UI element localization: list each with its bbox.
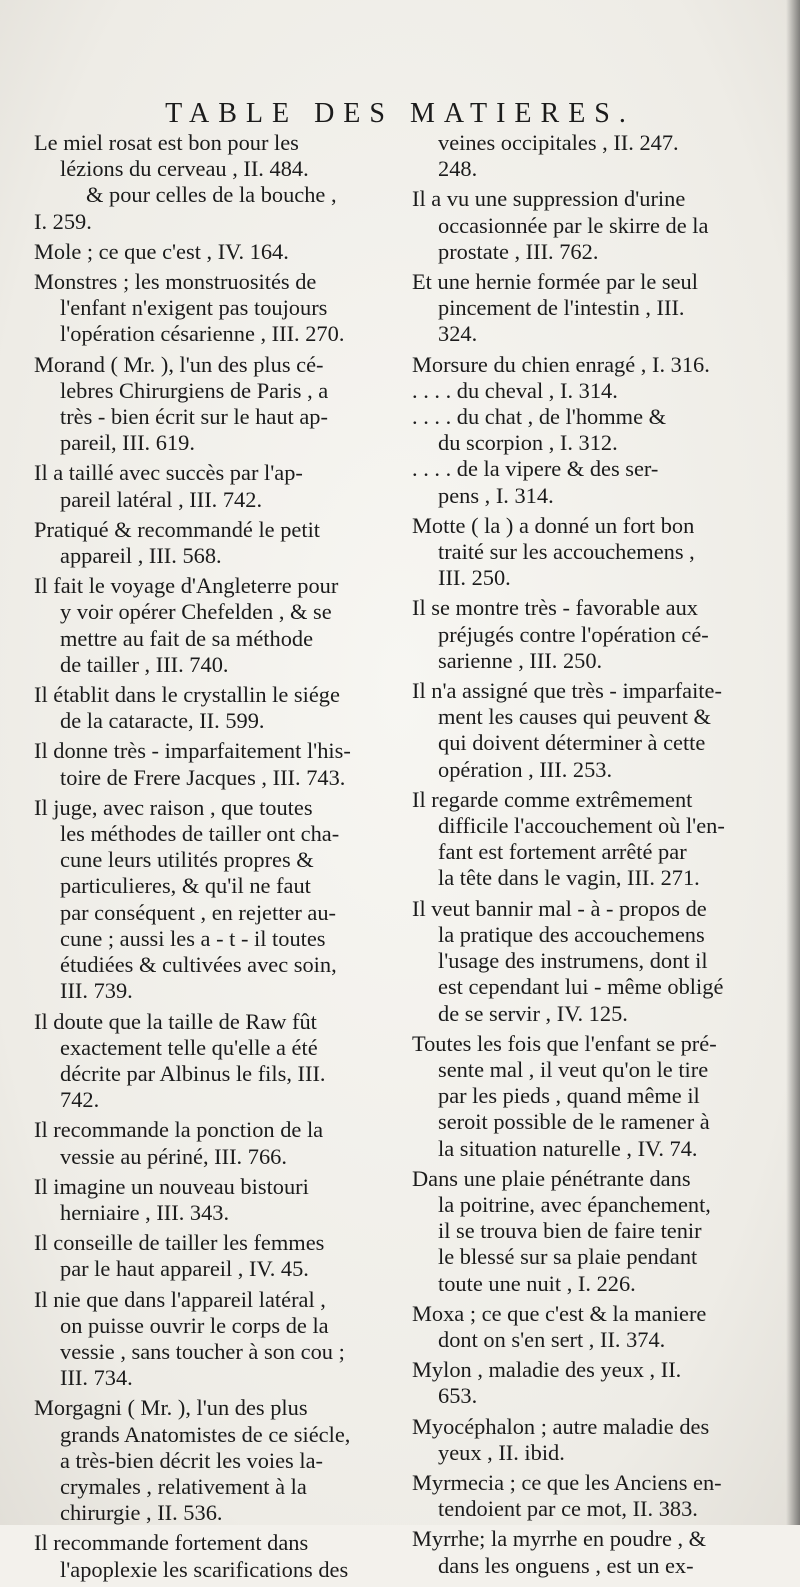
entry-line: par les pieds , quand même il [438, 1083, 700, 1109]
index-entry [34, 1287, 394, 1392]
entry-line: Et une hernie formée par le seul [412, 269, 698, 295]
entry-line: mettre au fait de sa méthode [60, 625, 314, 651]
index-entry [412, 352, 772, 509]
entry-line: I. 259. [34, 208, 92, 234]
index-entry [412, 513, 772, 592]
entry-line: & pour celles de la bouche , [86, 182, 337, 208]
entry-line: . . . . du chat , de l'homme & [412, 404, 667, 430]
entry-line: III. 739. [60, 978, 133, 1004]
index-entry [412, 269, 772, 348]
entry-line: la situation naturelle , IV. 74. [438, 1135, 698, 1161]
index-entry [412, 1414, 772, 1466]
entry-line: la poitrine, avec épanchement, [438, 1191, 711, 1217]
entry-line: tendoient par ce mot, II. 383. [438, 1496, 698, 1522]
index-entry [412, 896, 772, 1027]
entry-line: opération , III. 253. [438, 756, 613, 782]
entry-line: Morgagni ( Mr. ), l'un des plus [34, 1395, 308, 1421]
entry-line: III. 250. [438, 565, 511, 591]
index-entry [412, 1031, 772, 1162]
entry-line: décrite par Albinus le fils, III. [60, 1060, 326, 1086]
entry-line: préjugés contre l'opération cé- [438, 621, 709, 647]
entry-line: le blessé sur sa plaie pendant [438, 1244, 698, 1270]
entry-line: 248. [438, 156, 478, 182]
entry-line: ment les causes qui peuvent & [438, 704, 711, 730]
entry-line: Mylon , maladie des yeux , II. [412, 1357, 682, 1383]
entry-line: Myrrhe; la myrrhe en poudre , & [412, 1526, 707, 1552]
entry-line: très - bien écrit sur le haut ap- [60, 404, 328, 430]
index-entry [34, 269, 394, 348]
index-entry [412, 678, 772, 783]
entry-line: toire de Frere Jacques , III. 743. [60, 764, 346, 790]
entry-line: 324. [438, 321, 478, 347]
entry-line: Il n'a assigné que très - imparfaite- [412, 678, 722, 704]
index-entry [34, 239, 394, 265]
entry-line: Il donne très - imparfaitement l'his- [34, 738, 351, 764]
entry-line: Il imagine un nouveau bistouri [34, 1173, 309, 1199]
left-column [34, 130, 394, 1587]
index-entry [34, 517, 394, 569]
entry-line: Il se montre très - favorable aux [412, 595, 698, 621]
entry-line: Morand ( Mr. ), l'un des plus cé- [34, 351, 324, 377]
entry-line: dans les onguens , est un ex- [438, 1552, 694, 1578]
entry-line: a très-bien décrit les voies la- [60, 1447, 323, 1473]
entry-line: Il nie que dans l'appareil latéral , [34, 1286, 326, 1312]
entry-line: on puisse ouvrir le corps de la [60, 1312, 329, 1338]
entry-line: cune ; aussi les a - t - il toutes [60, 925, 326, 951]
entry-line: Toutes les fois que l'enfant se pré- [412, 1030, 717, 1056]
entry-line: de la cataracte, II. 599. [60, 708, 265, 734]
entry-line: Il établit dans le crystallin le siége [34, 682, 340, 708]
entry-line: Dans une plaie pénétrante dans [412, 1165, 691, 1191]
entry-line: les méthodes de tailler ont cha- [60, 821, 340, 847]
entry-line: pareil latéral , III. 742. [60, 486, 263, 512]
entry-line: yeux , II. ibid. [438, 1439, 565, 1465]
index-entry [34, 795, 394, 1005]
entry-line: Il regarde comme extrêmement [412, 786, 693, 812]
entry-line: seroit possible de le ramener à [438, 1109, 710, 1135]
entry-line: de se servir , IV. 125. [438, 1000, 628, 1026]
index-entry [412, 1470, 772, 1522]
entry-line: prostate , III. 762. [438, 238, 599, 264]
entry-line: Il doute que la taille de Raw fût [34, 1008, 317, 1034]
entry-line: toute une nuit , I. 226. [438, 1270, 636, 1296]
entry-line: de tailler , III. 740. [60, 651, 229, 677]
entry-line: par le haut appareil , IV. 45. [60, 1256, 309, 1282]
entry-line: Mole ; ce que c'est , IV. 164. [34, 238, 289, 264]
entry-line: Il recommande la ponction de la [34, 1117, 324, 1143]
index-entry [34, 1009, 394, 1114]
entry-line: Il a taillé avec succès par l'ap- [34, 460, 303, 486]
entry-line: l'apoplexie les scarifications des [60, 1556, 349, 1582]
entry-line: qui doivent déterminer à cette [438, 730, 706, 756]
entry-line: cune leurs utilités propres & [60, 847, 314, 873]
entry-line: dont on s'en sert , II. 374. [438, 1326, 666, 1352]
entry-line: la pratique des accouchemens [438, 921, 705, 947]
entry-line: crymales , relativement à la [60, 1473, 307, 1499]
entry-line: la tête dans le vagin, III. 271. [438, 865, 700, 891]
entry-line: grands Anatomistes de ce siécle, [60, 1421, 351, 1447]
entry-line: Morsure du chien enragé , I. 316. [412, 351, 710, 377]
entry-line: herniaire , III. 343. [60, 1199, 230, 1225]
entry-line: . . . . du cheval , I. 314. [412, 377, 618, 403]
entry-line: Monstres ; les monstruosités de [34, 269, 317, 295]
entry-line: Il a vu une suppression d'urine [412, 186, 686, 212]
entry-line: Le miel rosat est bon pour les [34, 130, 299, 155]
entry-line: Moxa ; ce que c'est & la maniere [412, 1300, 707, 1326]
index-entry [412, 1357, 772, 1409]
entry-line: exactement telle qu'elle a été [60, 1034, 318, 1060]
entry-line: vessie au périné, III. 766. [60, 1143, 287, 1169]
entry-line: pincement de l'intestin , III. [438, 295, 685, 321]
index-entry [34, 573, 394, 678]
page-binding-shadow [786, 0, 800, 1525]
entry-line: appareil , III. 568. [60, 543, 222, 569]
index-entry [34, 1395, 394, 1526]
entry-line: veines occipitales , II. 247. [438, 130, 679, 155]
entry-line: est cependant lui - même obligé [438, 974, 724, 1000]
entry-line: Myocéphalon ; autre maladie des [412, 1413, 710, 1439]
entry-line: 742. [60, 1087, 100, 1113]
index-entry [34, 1530, 394, 1582]
entry-line: l'usage des instrumens, dont il [438, 948, 708, 974]
entry-line: . . . . de la vipere & des ser- [412, 456, 659, 482]
index-entry [34, 1174, 394, 1226]
entry-line: lézions du cerveau , II. 484. [60, 156, 309, 182]
entry-line: lebres Chirurgiens de Paris , a [60, 377, 329, 403]
entry-line: il se trouva bien de faire tenir [438, 1218, 702, 1244]
entry-line: sarienne , III. 250. [438, 647, 603, 673]
entry-line: Il recommande fortement dans [34, 1530, 309, 1556]
entry-line: Il fait le voyage d'Angleterre pour [34, 573, 339, 599]
entry-line: difficile l'accouchement où l'en- [438, 813, 725, 839]
entry-line: III. 734. [60, 1365, 133, 1391]
index-entry [34, 1230, 394, 1282]
entry-line: pareil, III. 619. [60, 430, 195, 456]
index-entry [34, 460, 394, 512]
entry-line: sente mal , il veut qu'on le tire [438, 1056, 709, 1082]
index-entry [412, 1526, 772, 1578]
index-entry [412, 787, 772, 892]
entry-line: vessie , sans toucher à son cou ; [60, 1338, 345, 1364]
page-header: TABLE DES MATIERES. [165, 98, 635, 129]
index-entry [34, 352, 394, 457]
entry-line: y voir opérer Chefelden , & se [60, 599, 332, 625]
entry-line: traité sur les accouchemens , [438, 539, 695, 565]
entry-line: Myrmecia ; ce que les Anciens en- [412, 1469, 722, 1495]
entry-line: Il veut bannir mal - à - propos de [412, 895, 707, 921]
entry-line: l'opération césarienne , III. 270. [60, 321, 345, 347]
entry-line: fant est fortement arrêté par [438, 839, 687, 865]
index-entry [412, 595, 772, 674]
index-entry [412, 1301, 772, 1353]
entry-line: du scorpion , I. 312. [438, 430, 618, 456]
entry-line: Motte ( la ) a donné un fort bon [412, 512, 695, 538]
entry-line: occasionnée par le skirre de la [438, 212, 709, 238]
right-column [412, 130, 772, 1583]
index-entry [34, 1117, 394, 1169]
entry-line: Pratiqué & recommandé le petit [34, 516, 321, 542]
entry-line: chirurgie , II. 536. [60, 1500, 223, 1526]
entry-line: Il conseille de tailler les femmes [34, 1230, 325, 1256]
index-entry [34, 130, 394, 235]
index-entry [412, 130, 772, 182]
index-entry [34, 682, 394, 734]
entry-line: par conséquent , en rejetter au- [60, 899, 337, 925]
entry-line: pens , I. 314. [438, 482, 554, 508]
index-entry [34, 738, 394, 790]
index-entry [412, 1166, 772, 1297]
index-entry [412, 186, 772, 265]
entry-line: Il juge, avec raison , que toutes [34, 794, 313, 820]
entry-line: 653. [438, 1383, 478, 1409]
entry-line: étudiées & cultivées avec soin, [60, 952, 337, 978]
entry-line: l'enfant n'exigent pas toujours [60, 295, 328, 321]
entry-line: particulieres, & qu'il ne faut [60, 873, 311, 899]
